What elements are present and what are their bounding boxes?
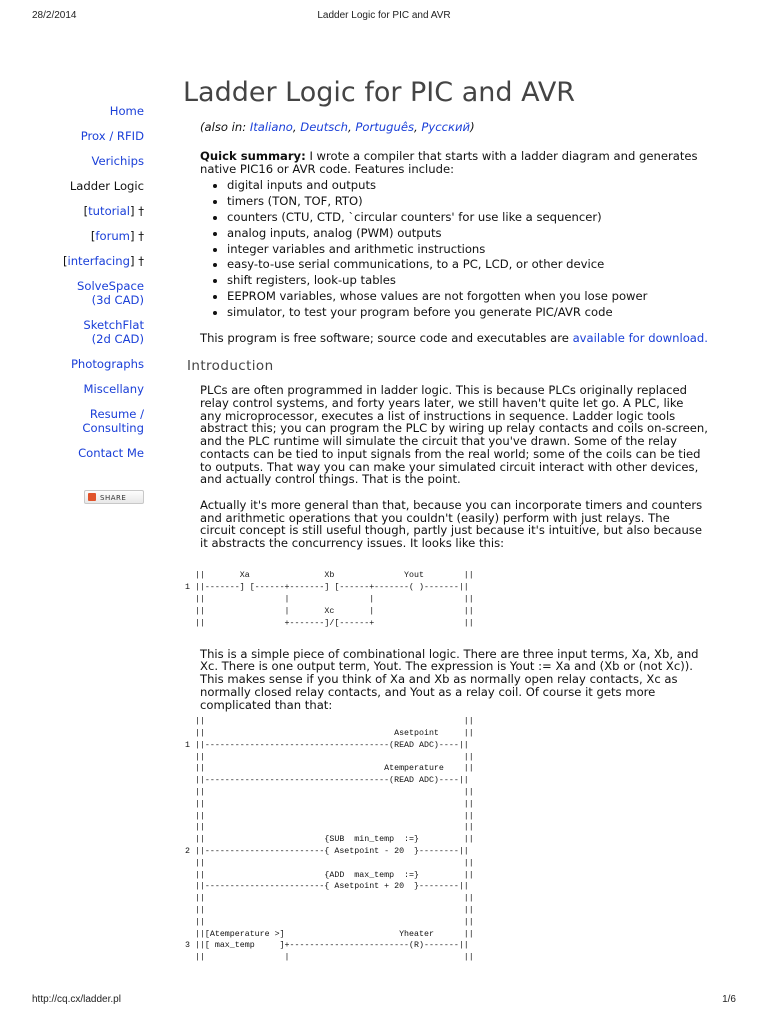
diagram-line: || | ||	[180, 953, 474, 963]
diagram-line: || {SUB min_temp :=} ||	[180, 835, 474, 845]
also-prefix: (also in:	[200, 120, 250, 134]
diagram-line: || Asetpoint ||	[180, 729, 474, 739]
diagram-line: || {ADD max_temp :=} ||	[180, 870, 474, 880]
diagram-line: ||------------------------{ Asetpoint + 20 }--------||	[180, 882, 469, 892]
diagram-line: ||-------------------------------------(READ ADC)----||	[180, 776, 469, 786]
bracket: ]	[129, 229, 135, 243]
separator: ,	[292, 120, 301, 134]
nav-verichips[interactable]: Verichips	[91, 154, 144, 168]
feature-item: • timers (TON, TOF, RTO)	[227, 194, 708, 210]
share-button[interactable]	[84, 490, 144, 504]
main-content	[180, 75, 723, 964]
print-header	[0, 10, 768, 24]
diagram-line: || ||	[180, 905, 474, 915]
bracket: [	[62, 254, 68, 268]
page-title: Ladder Logic for PIC and AVR	[183, 77, 576, 108]
lang-italiano[interactable]: Italiano	[249, 120, 293, 134]
nav-prox-rfid[interactable]: Prox / RFID	[80, 129, 144, 143]
print-footer	[0, 994, 768, 1008]
ladder-diagram-2	[180, 716, 708, 964]
free-software-note	[200, 332, 708, 345]
diagram-line: || ||	[180, 788, 474, 798]
feature-item: • easy-to-use serial communications, to a PC, LCD, or other device	[227, 257, 708, 273]
feature-list	[200, 178, 708, 320]
also-suffix: )	[470, 120, 475, 134]
separator: ,	[348, 120, 356, 134]
diagram-line: || Atemperature ||	[180, 764, 474, 774]
diagram-line: 3 ||[ max_temp ]+------------------------(R)-------||	[180, 941, 469, 951]
diagram-line: || ||	[180, 917, 474, 927]
nav-home[interactable]: Home	[109, 104, 144, 118]
diagram-line: || ||	[180, 752, 474, 762]
nav-solvespace-line1: SolveSpace	[77, 279, 144, 293]
intro-paragraph-1: PLCs are often programmed in ladder logic. This is because PLCs originally replaced relay control systems, and forty years later, we still haven't quite let go. A PLC, like any microprocessor, executes a list of instructions in sequence. Ladder logic tools abstract this; you can program the PLC by wiring up relay contacts and coils on-screen, and the PLC runtime will simulate the circuit that you've drawn. Some of the relay contacts can be tied to input signals from the real world; some of the coils can be tied to outputs. That way you can make your simulated circuit interact with other devices, and actually control things. That is the point.	[200, 383, 708, 487]
feature-item: • simulator, to test your program before you generate PIC/AVR code	[227, 305, 708, 321]
nav-ladder-logic-current: Ladder Logic	[69, 179, 144, 193]
ladder-diagram-1	[180, 570, 708, 630]
nav-resume-line2: Consulting	[82, 421, 144, 435]
nav-sketchflat-line1: SketchFlat	[83, 318, 144, 332]
lang-portugues[interactable]: Português	[355, 120, 415, 134]
sidebar-nav	[56, 104, 144, 504]
bracket: [	[83, 204, 89, 218]
dagger-mark: †	[134, 229, 144, 243]
nav-photographs[interactable]: Photographs	[70, 357, 144, 371]
nav-contact[interactable]: Contact Me	[78, 446, 144, 460]
nav-tutorial[interactable]: tutorial	[88, 204, 130, 218]
diagram-line: || ||	[180, 894, 474, 904]
feature-item: • integer variables and arithmetic instructions	[227, 242, 708, 258]
dagger-mark: †	[134, 204, 144, 218]
free-software-text: This program is free software; source code and executables are	[200, 330, 573, 345]
nav-sketchflat-line2: (2d CAD)	[91, 332, 144, 346]
bracket: ]	[129, 204, 135, 218]
nav-sketchflat[interactable]	[83, 318, 144, 346]
quick-summary-label: Quick summary:	[200, 149, 306, 163]
separator: ,	[414, 120, 422, 134]
diagram-line: || Xa Xb Yout ||	[180, 570, 474, 580]
diagram-line: || +-------]/[------+ ||	[180, 618, 474, 628]
diagram-line: || ||	[180, 858, 474, 868]
bracket: ]	[129, 254, 135, 268]
diagram-line: || | | ||	[180, 594, 474, 604]
share-label: SHARE	[100, 494, 127, 502]
nav-miscellany[interactable]: Miscellany	[83, 382, 144, 396]
also-in-languages	[200, 120, 708, 135]
diagram-line: || ||	[180, 717, 474, 727]
print-date: 28/2/2014	[32, 10, 77, 21]
bracket: [	[90, 229, 96, 243]
quick-summary	[200, 150, 708, 175]
diagram-line: || ||	[180, 823, 474, 833]
print-url: http://cq.cx/ladder.pl	[32, 994, 121, 1005]
diagram-line: || ||	[180, 799, 474, 809]
intro-paragraph-2: Actually it's more general than that, because you can incorporate timers and counters and arithmetic operations that you couldn't (easily) perform with just relays. The circuit concept is still useful though, partly just because it's intuitive, but also because it abstracts the concurrency issues. It looks like this:	[200, 497, 703, 551]
nav-resume[interactable]	[82, 407, 144, 435]
print-title: Ladder Logic for PIC and AVR	[317, 10, 451, 21]
share-plus-icon	[88, 493, 96, 501]
feature-item: • digital inputs and outputs	[227, 178, 708, 194]
nav-resume-line1: Resume /	[89, 407, 144, 421]
lang-russian[interactable]: Русский	[421, 120, 471, 134]
feature-item: • analog inputs, analog (PWM) outputs	[227, 226, 708, 242]
dagger-mark: †	[134, 254, 144, 268]
lang-deutsch[interactable]: Deutsch	[300, 120, 348, 134]
feature-item: • EEPROM variables, whose values are not forgotten when you lose power	[227, 289, 708, 305]
print-page-number: 1/6	[722, 994, 736, 1005]
diagram-line: 2 ||------------------------{ Asetpoint - 20 }--------||	[180, 847, 469, 856]
feature-item: • shift registers, look-up tables	[227, 273, 708, 289]
diagram-line: ||[Atemperature >] Yheater ||	[180, 929, 474, 939]
diagram-line: || ||	[180, 811, 474, 821]
introduction-heading: Introduction	[187, 358, 274, 375]
quick-summary-text: I wrote a compiler that starts with a ladder diagram and generates native PIC16 or AVR code. Features include:	[200, 149, 698, 176]
nav-interfacing[interactable]: interfacing	[67, 254, 130, 268]
intro-paragraph-3: This is a simple piece of combinational logic. There are three input terms, Xa, Xb, and Xc. There is one output term, Yout. The expression is Yout := Xa and (Xb or (not Xc)). This makes sense if you think of Xa and Xb as normally open relay contacts, Xc as normally closed relay contacts, and Yout as a relay coil. Of course it gets more complicated than that:	[200, 646, 699, 712]
nav-forum[interactable]: forum	[95, 229, 130, 243]
nav-solvespace[interactable]	[77, 279, 144, 307]
feature-item: • counters (CTU, CTD, `circular counters' for use like a sequencer)	[227, 210, 708, 226]
diagram-line: 1 ||-------------------------------------(READ ADC)----||	[180, 740, 469, 750]
diagram-line: || | Xc | ||	[180, 606, 474, 616]
nav-solvespace-line2: (3d CAD)	[91, 293, 144, 307]
download-link[interactable]: available for download.	[572, 330, 708, 345]
diagram-line: 1 ||-------] [------+-------] [------+-------( )-------||	[180, 582, 469, 592]
